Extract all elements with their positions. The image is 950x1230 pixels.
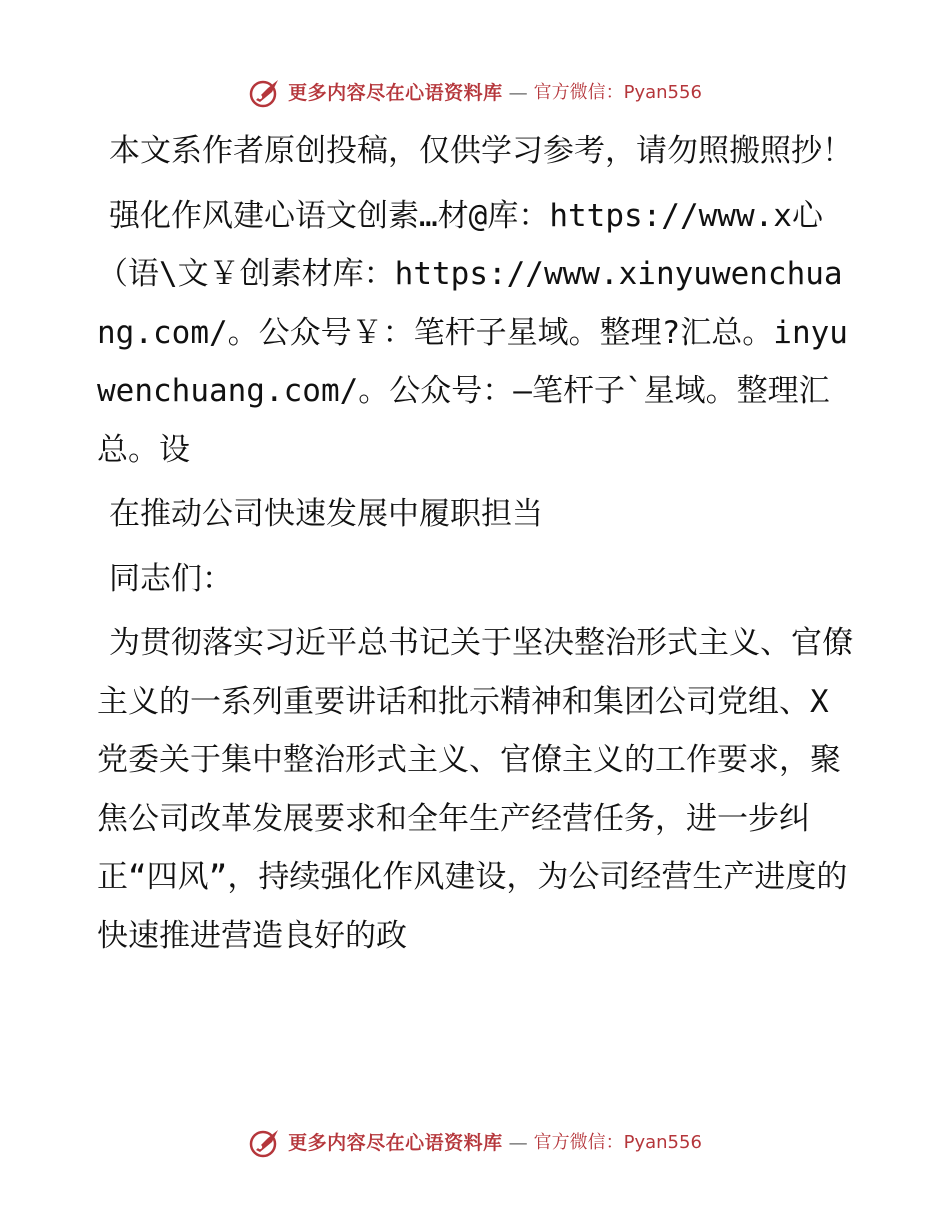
body-paragraph: 为贯彻落实习近平总书记关于坚决整治形式主义、官僚主义的一系列重要讲话和批示精神和集团公司党组、X党委关于集中整治形式主义、官僚主义的工作要求，聚焦公司改革发展要求和全年生产经营任务，进一步纠正“四风”，持续强化作风建设，为公司经营生产进度的快速推进营造良好的政 — [97, 625, 853, 954]
document-body — [97, 122, 857, 971]
banner-separator: — — [508, 1132, 528, 1154]
banner-separator: — — [508, 82, 528, 104]
speech-title: 在推动公司快速发展中履职担当 — [109, 496, 543, 532]
quill-logo-icon — [248, 78, 282, 108]
footer-banner — [0, 1128, 950, 1158]
banner-title: 更多内容尽在心语资料库 — [288, 1132, 503, 1154]
banner-title: 更多内容尽在心语资料库 — [288, 82, 503, 104]
header-banner — [0, 78, 950, 108]
banner-wechat: 官方微信：Pyan556 — [533, 1132, 702, 1153]
source-blurb: 强化作风建心语文创素…材@库：https://www.x心（语\文￥创素材库：https://www.xinyuwenchuang.com/。公众号￥：笔杆子星域。整理?汇总。inyuwenchuang.com/。公众号：—笔杆子`星域。整理汇总。设 — [97, 197, 848, 468]
banner-wechat: 官方微信：Pyan556 — [533, 82, 702, 103]
copyright-notice: 本文系作者原创投稿，仅供学习参考，请勿照搬照抄！ — [109, 133, 853, 169]
quill-logo-icon — [248, 1128, 282, 1158]
salutation: 同志们： — [109, 560, 233, 597]
